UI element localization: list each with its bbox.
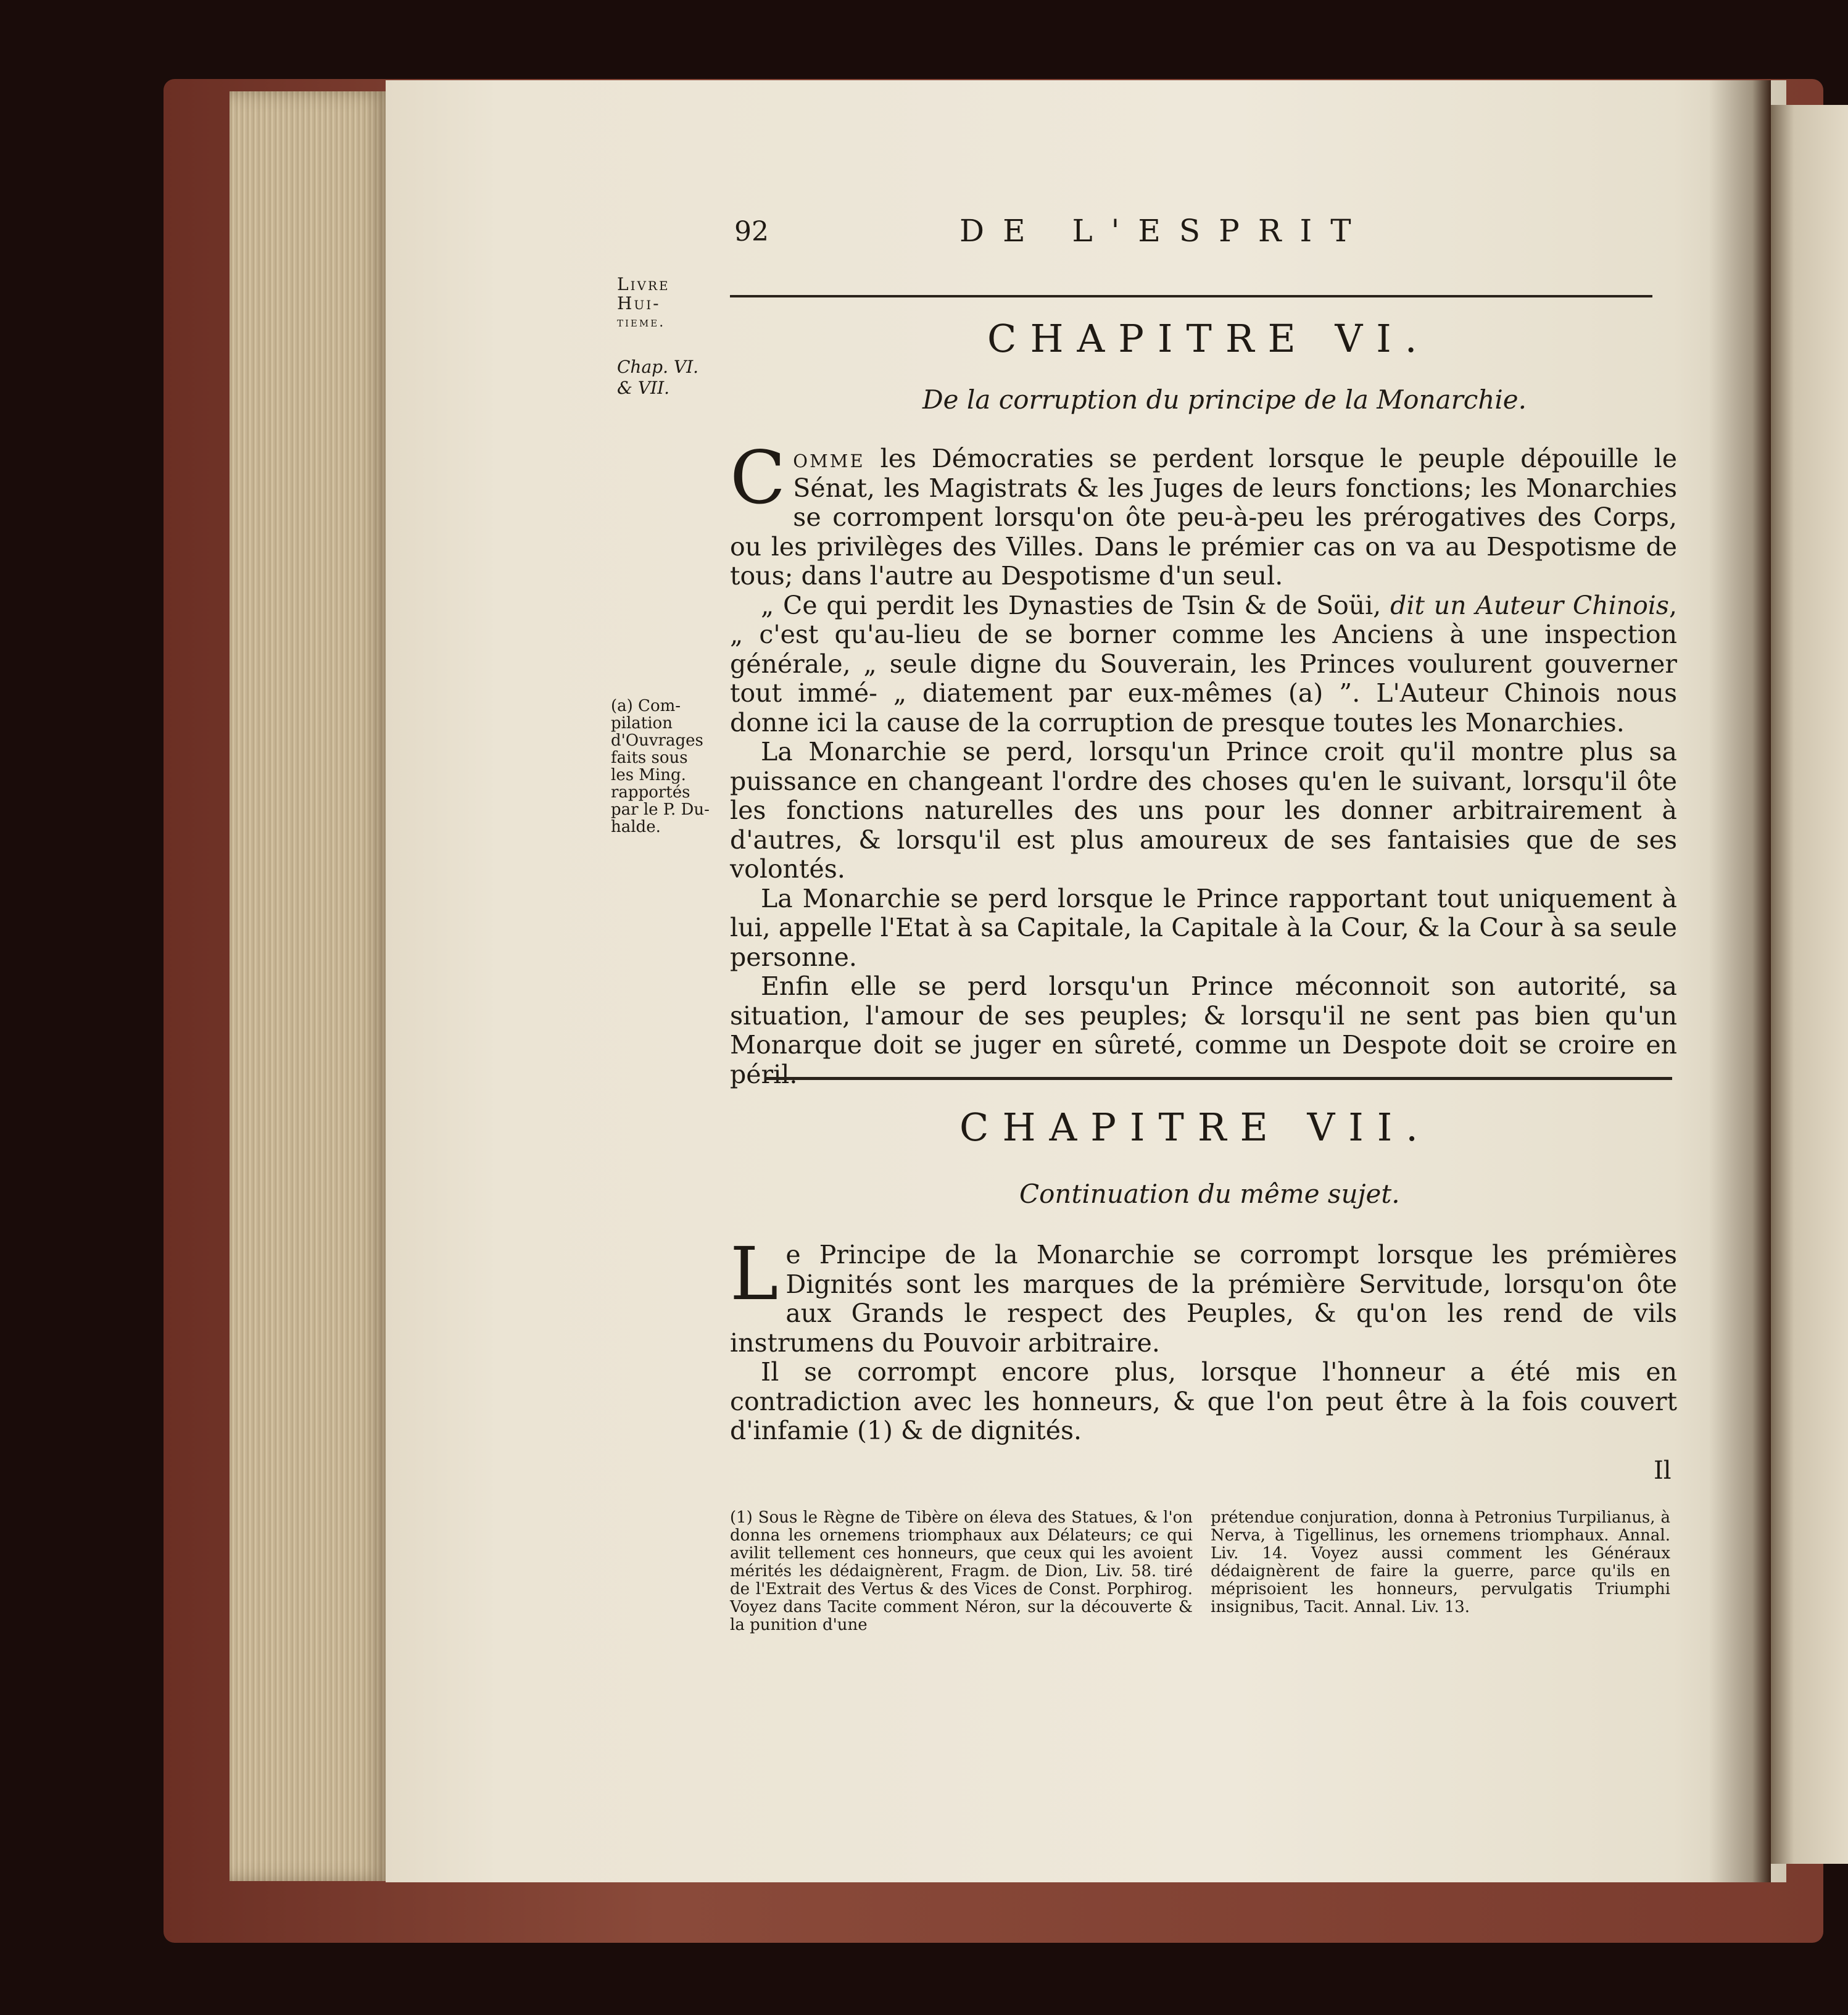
gutter-shadow	[1709, 80, 1771, 1882]
footnote-1-continued: prétendue conjuration, donna à Petronius Turpilianus, à Nerva, à Tigellinus, les ornemens triomphaux. Annal. Liv. 14. Voyez aussi comment les Généraux dédaignèrent de faire la guerre, parce qu'ils en méprisoient les honneurs, pervulgatis Triumphi insignibus, Tacit. Annal. Liv. 13.	[1211, 1508, 1670, 1616]
chapter-7-paragraph-1	[730, 1231, 1677, 1358]
margin-book-label-2: Hui-	[617, 293, 661, 314]
footnote-right	[1211, 1509, 1670, 1616]
margin-note-a: (a) Compilation d'Ouvrages faits sous les Ming. rapportés par le P. Duhalde.	[611, 697, 710, 836]
chapter-7-p1-text: e Principe de la Monarchie se corrompt lorsque les prémières Dignités sont les marques de la prémière Servitude, lorsqu'on ôte aux Grands le respect des Peuples, & qu'on les rend de vils instrumens du Pouvoir arbitraire.	[730, 1240, 1677, 1358]
drop-cap-l: L	[730, 1231, 779, 1316]
drop-cap-c: C	[730, 435, 786, 520]
catchword: Il	[1654, 1456, 1672, 1485]
chapter-6-p1-text: les Démocraties se perdent lorsque le peuple dépouille le Sénat, les Magistrats & les Juges de leurs fonctions; les Monarchies se corrompent lorsqu'on ôte peu-à-peu les prérogatives des Corps, ou les privilèges des Villes. Dans le prémier cas on va au Despotisme de tous; dans l'autre au Despotisme d'un seul.	[730, 444, 1677, 591]
lead-word: omme	[793, 444, 865, 473]
chapter-7-subtitle: Continuation du même sujet.	[1019, 1179, 1400, 1209]
chapter-6-body	[730, 435, 1677, 1089]
page-edges	[230, 91, 390, 1881]
margin-book-label-3: tieme.	[617, 315, 666, 330]
footnote-left	[730, 1509, 1193, 1634]
chapter-6-p2a: „ Ce qui perdit les Dynasties de Tsin & de Soüi,	[761, 590, 1391, 620]
page-number: 92	[734, 216, 769, 247]
chapter-7-body	[730, 1231, 1677, 1446]
chapter-7-title: CHAPITRE VII.	[959, 1105, 1432, 1150]
margin-book-label	[617, 275, 710, 332]
running-title: DE L'ESPRIT	[959, 213, 1370, 249]
chapter-6-paragraph-5: Enfin elle se perd lorsqu'un Prince méconnoit son autorité, sa situation, l'amour de ses peuples; & lorsqu'il ne sent pas bien qu'un Monarque doit se juger en sûreté, comme un Despote doit se croire en péril.	[730, 971, 1677, 1089]
chapter-6-p2c: , „ c'est qu'au-lieu de se borner comme les Anciens à une inspection générale, „ seule digne du Souverain, les Princes voulurent gouverner tout immé- „ diatement par eux-mêmes (a) ”. L'Auteur Chinois nous donne ici la cause de la corruption de presque toutes les Monarchies.	[730, 590, 1677, 737]
chapter-6-paragraph-1	[730, 435, 1677, 591]
chapter-6-paragraph-3: La Monarchie se perd, lorsqu'un Prince croit qu'il montre plus sa puissance en changeant l'ordre des choses qu'en le suivant, lorsqu'il ôte les fonctions naturelles des uns pour les donner arbitrairement à d'autres, & lorsqu'il est plus amoureux de ses fantaisies que de ses volontés.	[730, 737, 1677, 884]
chapter-6-paragraph-2	[730, 591, 1677, 738]
chapter-6-p2b: dit un Auteur Chinois	[1390, 590, 1669, 620]
margin-book-label-1: Livre	[617, 274, 670, 294]
margin-chapter-label-2: & VII.	[617, 378, 670, 398]
header-rule	[730, 295, 1652, 297]
chapter-7-paragraph-2: Il se corrompt encore plus, lorsque l'honneur a été mis en contradiction avec les honneurs, & que l'on peut être à la fois couvert d'infamie (1) & de dignités.	[730, 1357, 1677, 1445]
chapter-6-title: CHAPITRE VI.	[987, 316, 1431, 361]
footnote-1-text: (1) Sous le Règne de Tibère on éleva des Statues, & l'on donna les ornemens triomphaux aux Délateurs; ce qui avilit tellement ces honneurs, que ceux qui les avoient mérités les dédaignèrent, Fragm. de Dion, Liv. 58. tiré de l'Extrait des Vertus & des Vices de Const. Porphirog. Voyez dans Tacite comment Néron, sur la découverte & la punition d'une	[730, 1508, 1193, 1634]
facing-page-edge	[1771, 105, 1848, 1864]
chapter-6-subtitle: De la corruption du principe de la Monarchie.	[922, 384, 1527, 415]
margin-chapter-label-1: Chap. VI.	[617, 357, 699, 377]
chapter-6-paragraph-4: La Monarchie se perd lorsque le Prince rapportant tout uniquement à lui, appelle l'Etat à sa Capitale, la Capitale à la Cour, & la Cour à sa seule personne.	[730, 883, 1677, 972]
chapter-7-rule	[765, 1077, 1672, 1080]
margin-chapter-label	[617, 357, 710, 399]
